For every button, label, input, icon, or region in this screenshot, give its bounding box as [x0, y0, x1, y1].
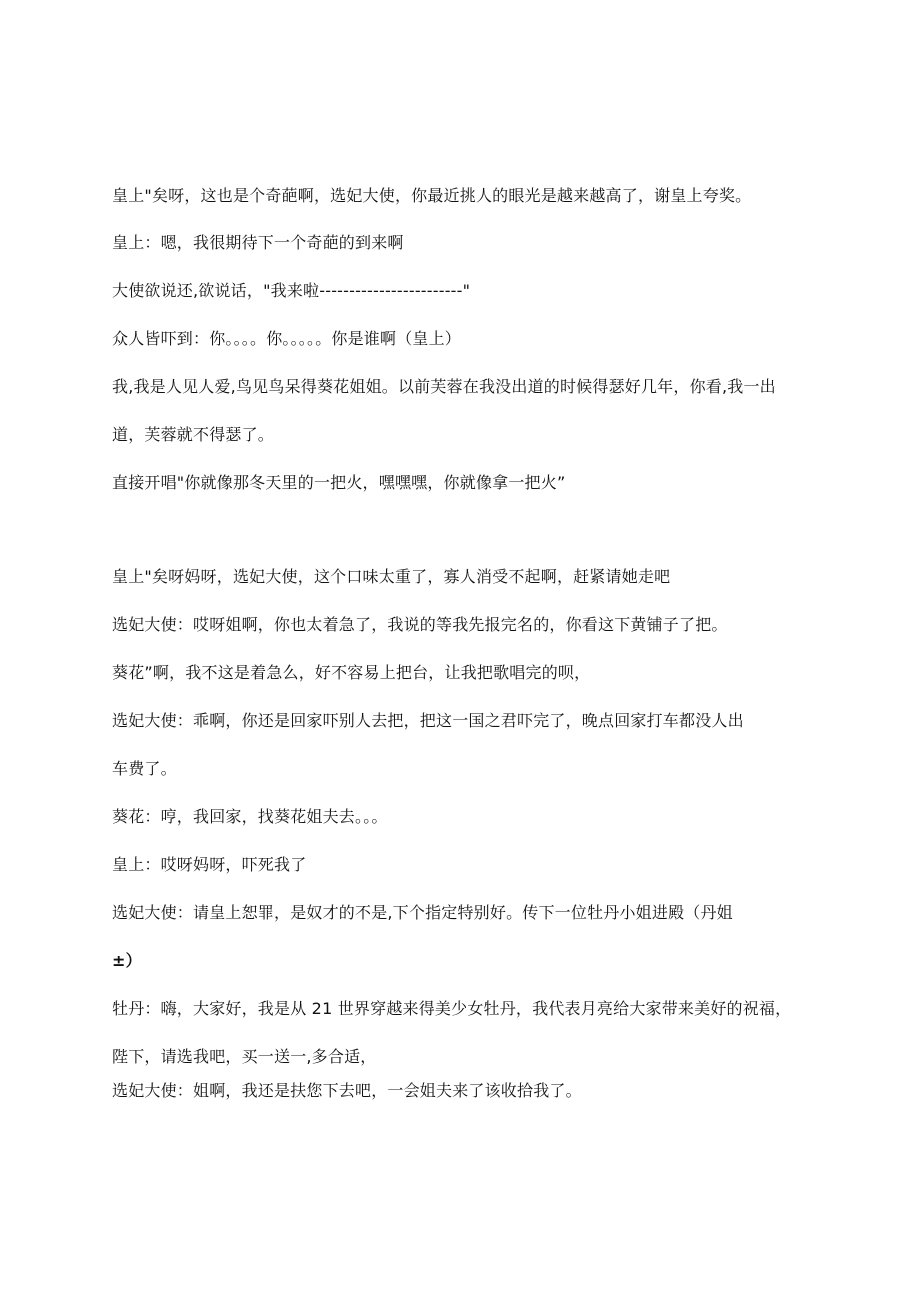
text-line: 皇上：哎呀妈呀，吓死我了 [112, 855, 307, 874]
text-line: 皇上：嗯，我很期待下一个奇葩的到来啊 [112, 233, 404, 252]
text-line: 直接开唱"你就像那冬天里的一把火，嘿嘿嘿，你就像拿一把火” [112, 473, 566, 492]
text-line: 葵花”啊，我不这是着急么，好不容易上把台，让我把歌唱完的呗， [112, 663, 591, 682]
text-line: 大使欲说还,欲说话，"我来啦------------------------" [112, 281, 471, 300]
text-line: 陛下，请选我吧，买一送一,多合适， [112, 1047, 377, 1066]
text-line: 选妃大使：哎呀姐啊，你也太着急了，我说的等我先报完名的，你看这下黄铺子了把。 [112, 615, 728, 634]
text-line: 车费了。 [112, 759, 177, 778]
text-line: 选妃大使：姐啊，我还是扶您下去吧，一会姐夫来了该收拾我了。 [112, 1081, 582, 1100]
text-line: 皇上"矣呀，这也是个奇葩啊，选妃大使，你最近挑人的眼光是越来越高了，谢皇上夸奖。 [112, 186, 752, 205]
text-line: ±） [112, 951, 142, 970]
text-line: 选妃大使：乖啊，你还是回家吓别人去把，把这一国之君吓完了，晚点回家打车都没人出 [112, 711, 744, 730]
text-line: 牡丹：嗨，大家好，我是从 21 世界穿越来得美少女牡丹，我代表月亮给大家带来美好的祝福， [112, 999, 792, 1018]
text-line: 众人皆吓到：你。。。。你。。。。。你是谁啊（皇上） [112, 329, 462, 348]
text-line: 道，芙蓉就不得瑟了。 [112, 425, 275, 444]
text-line: 我,我是人见人爱,鸟见鸟呆得葵花姐姐。以前芙蓉在我没出道的时候得瑟好几年，你看,我一出 [112, 377, 776, 396]
text-line: 皇上"矣呀妈呀，选妃大使，这个口味太重了，寡人消受不起啊，赶紧请她走吧 [112, 567, 671, 586]
text-line: 选妃大使：请皇上恕罪，是奴才的不是,下个指定特别好。传下一位牡丹小姐进殿（丹姐 [112, 903, 733, 922]
text-line: 葵花：哼，我回家，找葵花姐夫去。。。 [112, 807, 388, 826]
